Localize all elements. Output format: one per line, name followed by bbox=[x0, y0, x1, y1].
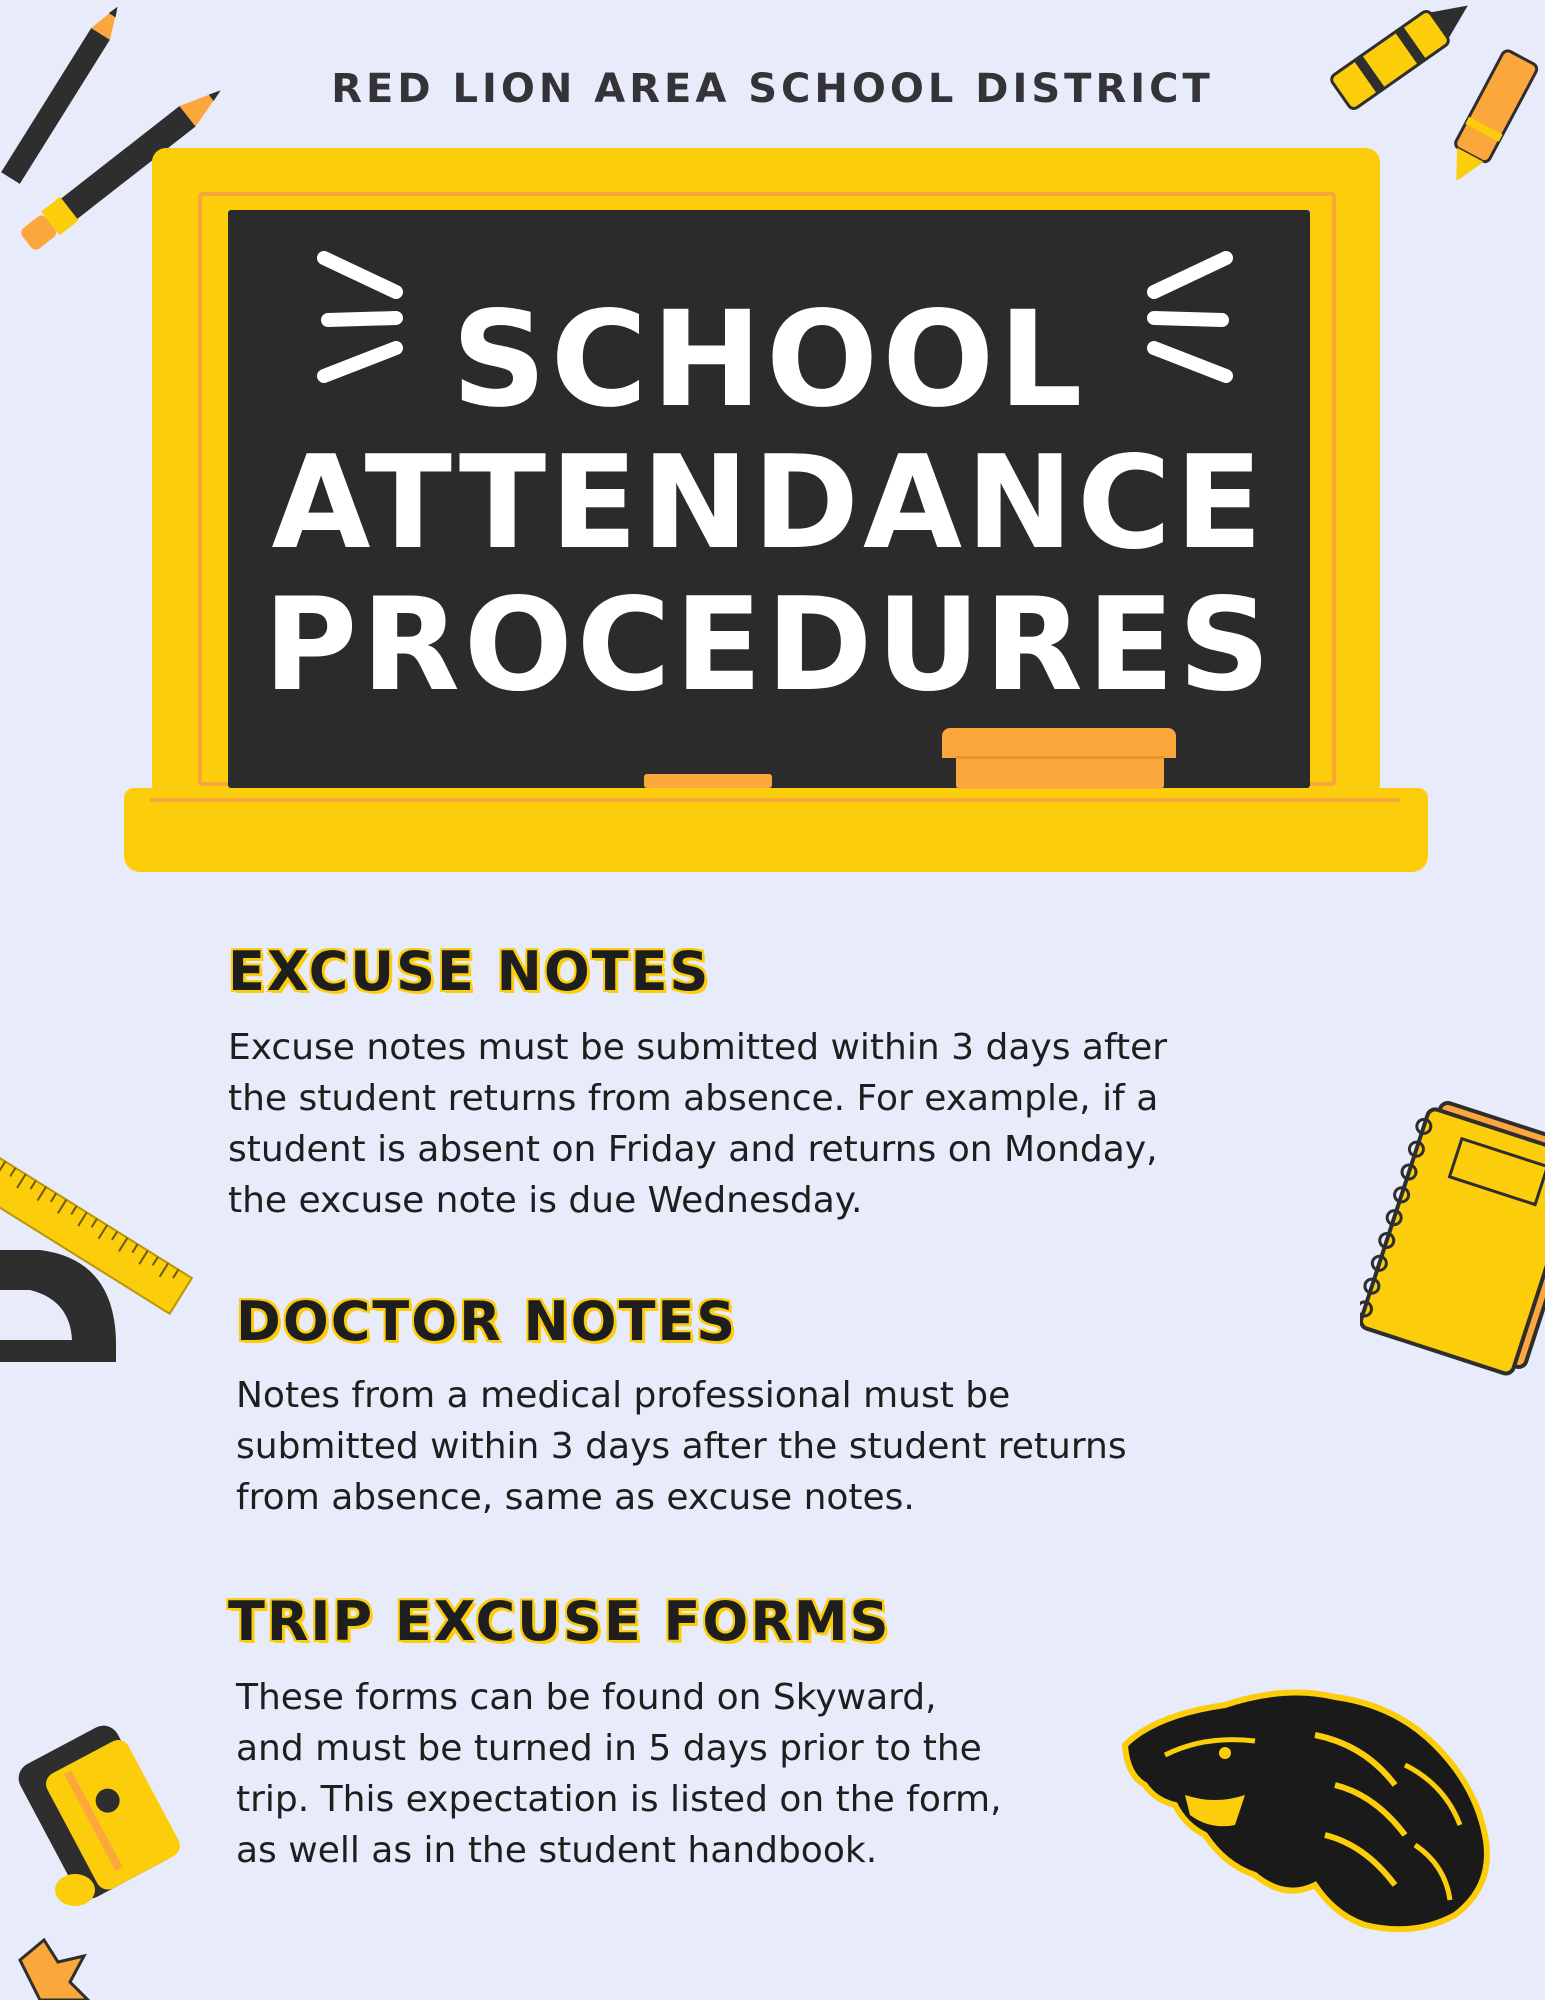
section-heading-trip-excuse-forms: TRIP EXCUSE FORMS bbox=[228, 1590, 891, 1653]
section-body-trip-excuse-forms bbox=[236, 1672, 1002, 1876]
body-line: as well as in the student handbook. bbox=[236, 1830, 878, 1871]
title-line-1: SCHOOL bbox=[451, 283, 1087, 437]
district-name: RED LION AREA SCHOOL DISTRICT bbox=[331, 66, 1214, 112]
title-line-2: ATTENDANCE bbox=[271, 429, 1267, 578]
lion-logo bbox=[1115, 1675, 1520, 1940]
body-line: student is absent on Friday and returns on Monday, bbox=[228, 1129, 1158, 1170]
body-line: and must be turned in 5 days prior to the bbox=[236, 1728, 982, 1769]
chalk-icon bbox=[644, 774, 772, 788]
ledge-trim bbox=[150, 798, 1400, 802]
section-body-excuse-notes bbox=[228, 1022, 1167, 1226]
body-line: Excuse notes must be submitted within 3 days after bbox=[228, 1027, 1168, 1068]
body-line: trip. This expectation is listed on the form, bbox=[236, 1779, 1002, 1820]
title-line-3: PROCEDURES bbox=[263, 571, 1275, 720]
eraser-base bbox=[956, 756, 1164, 789]
section-heading-excuse-notes: EXCUSE NOTES bbox=[228, 940, 711, 1003]
body-line: Notes from a medical professional must be bbox=[236, 1375, 1011, 1416]
section-heading-doctor-notes: DOCTOR NOTES bbox=[236, 1290, 738, 1353]
body-line: from absence, same as excuse notes. bbox=[236, 1477, 915, 1518]
body-line: the excuse note is due Wednesday. bbox=[228, 1180, 863, 1221]
sharpener-icon bbox=[0, 1700, 200, 2000]
section-body-doctor-notes bbox=[236, 1370, 1127, 1523]
eraser-icon bbox=[942, 728, 1176, 758]
body-line: submitted within 3 days after the student returns bbox=[236, 1426, 1127, 1467]
body-line: the student returns from absence. For example, if a bbox=[228, 1078, 1159, 1119]
body-line: These forms can be found on Skyward, bbox=[236, 1677, 937, 1718]
notebook-icon bbox=[1360, 1080, 1545, 1410]
ruler-icon bbox=[0, 1150, 210, 1370]
